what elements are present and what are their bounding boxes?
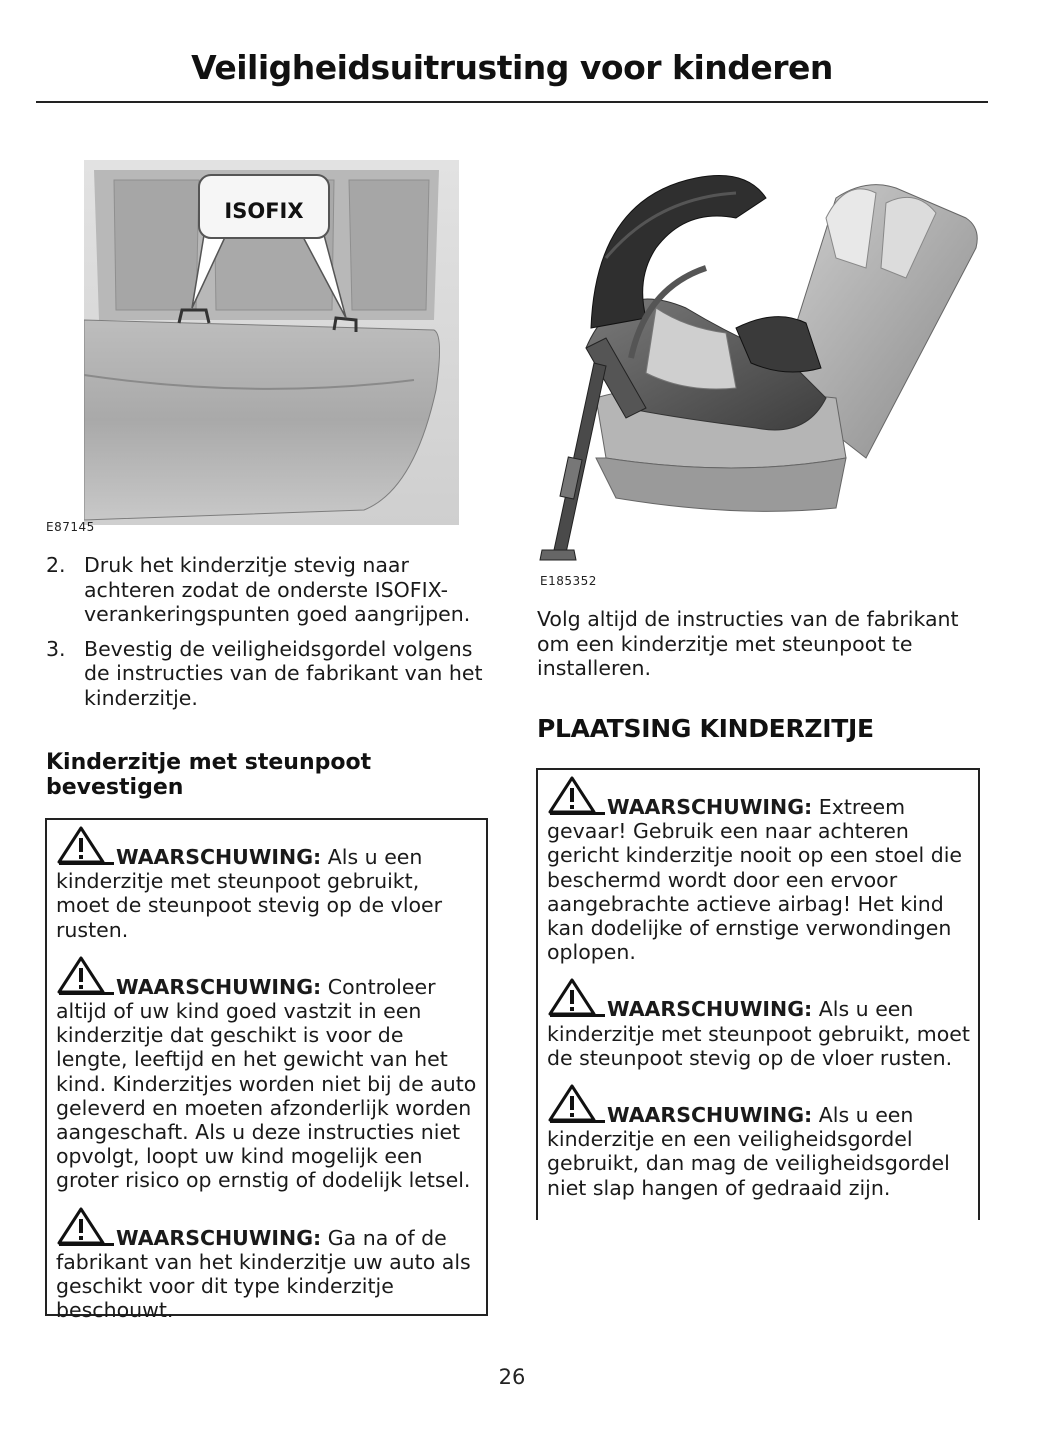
page-title: Veiligheidsuitrusting voor kinderen — [191, 48, 833, 87]
step-number: 3. — [46, 636, 66, 661]
warning-label: WAARSCHUWING: — [607, 795, 813, 819]
warning-triangle-icon — [547, 776, 605, 816]
warning-text: Als u een kinderzitje met steunpoot gebruikt, moet de steunpoot stevig op de vloer rusten. — [56, 845, 443, 942]
warning-label: WAARSCHUWING: — [607, 1103, 813, 1128]
steps-list — [46, 553, 496, 720]
warning-block — [56, 826, 478, 942]
list-item — [46, 553, 496, 627]
warning-text: Extreem gevaar! Gebruik een naar achteren gericht kinderzitje nooit op een stoel die beschermd wordt door een ervoor aangebrachte actieve airbag! Het kind kan dodelijke of ernstige verwondingen oplopen. — [547, 795, 963, 965]
warning-label: WAARSCHUWING: — [116, 845, 322, 869]
section-heading: PLAATSING KINDERZITJE — [537, 714, 874, 743]
warning-triangle-icon — [56, 956, 114, 996]
warning-block — [547, 776, 970, 964]
header-divider — [36, 101, 988, 103]
warning-label: WAARSCHUWING: — [116, 1225, 322, 1250]
warning-block — [547, 1084, 970, 1200]
warning-text: Controleer altijd of uw kind goed vastzit in een kinderzitje dat geschikt is voor de lengte, leeftijd en het gewicht van het kind. Kinderzitjes worden niet bij de auto geleverd en moeten afzonderlijk worden aangeschaft. Als u deze instructies niet opvolgt, loopt uw kind mogelijk een groter risico op ernstig of dodelijk letsel. — [56, 974, 477, 1193]
warning-label: WAARSCHUWING: — [607, 997, 813, 1022]
warning-triangle-icon — [56, 826, 114, 866]
warning-triangle-icon — [56, 1207, 114, 1247]
figure1-label: E87145 — [46, 520, 95, 534]
warning-text: Ga na of de fabrikant van het kinderzitje uw auto als geschikt voor dit type kinderzitje beschouwt. — [56, 1225, 471, 1323]
figure2-label: E185352 — [540, 574, 597, 588]
warning-block — [56, 956, 478, 1193]
page-number: 26 — [498, 1365, 526, 1389]
warning-block — [547, 978, 970, 1070]
warning-label: WAARSCHUWING: — [116, 974, 322, 999]
intro-paragraph: Volg altijd de instructies van de fabrikant om een kinderzitje met steunpoot te installeren. — [537, 607, 959, 680]
step-text: Druk het kinderzitje stevig naar achteren zodat de onderste ISOFIX-verankeringspunten goed aangrijpen. — [84, 553, 471, 626]
step-text: Bevestig de veiligheidsgordel volgens de instructies van de fabrikant van het kinderzitje. — [84, 636, 483, 710]
isofix-seat-illustration — [84, 160, 459, 525]
warning-text: Als u een kinderzitje met steunpoot gebruikt, moet de steunpoot stevig op de vloer rusten. — [547, 997, 970, 1070]
warning-block — [56, 1207, 478, 1323]
support-leg-seat-illustration — [536, 158, 986, 570]
warning-triangle-icon — [547, 978, 605, 1018]
step-number: 2. — [46, 553, 66, 577]
warning-text: Als u een kinderzitje en een veiligheidsgordel gebruikt, dan mag de veiligheidsgordel niet slap hangen of gedraaid zijn. — [547, 1103, 950, 1200]
isofix-callout-label: ISOFIX — [224, 199, 304, 223]
section-subheading: Kinderzitje met steunpoot bevestigen — [46, 750, 372, 800]
right-warnings-box — [536, 768, 980, 1220]
left-warnings-box — [45, 818, 488, 1323]
warning-triangle-icon — [547, 1084, 605, 1124]
list-item — [46, 637, 496, 711]
